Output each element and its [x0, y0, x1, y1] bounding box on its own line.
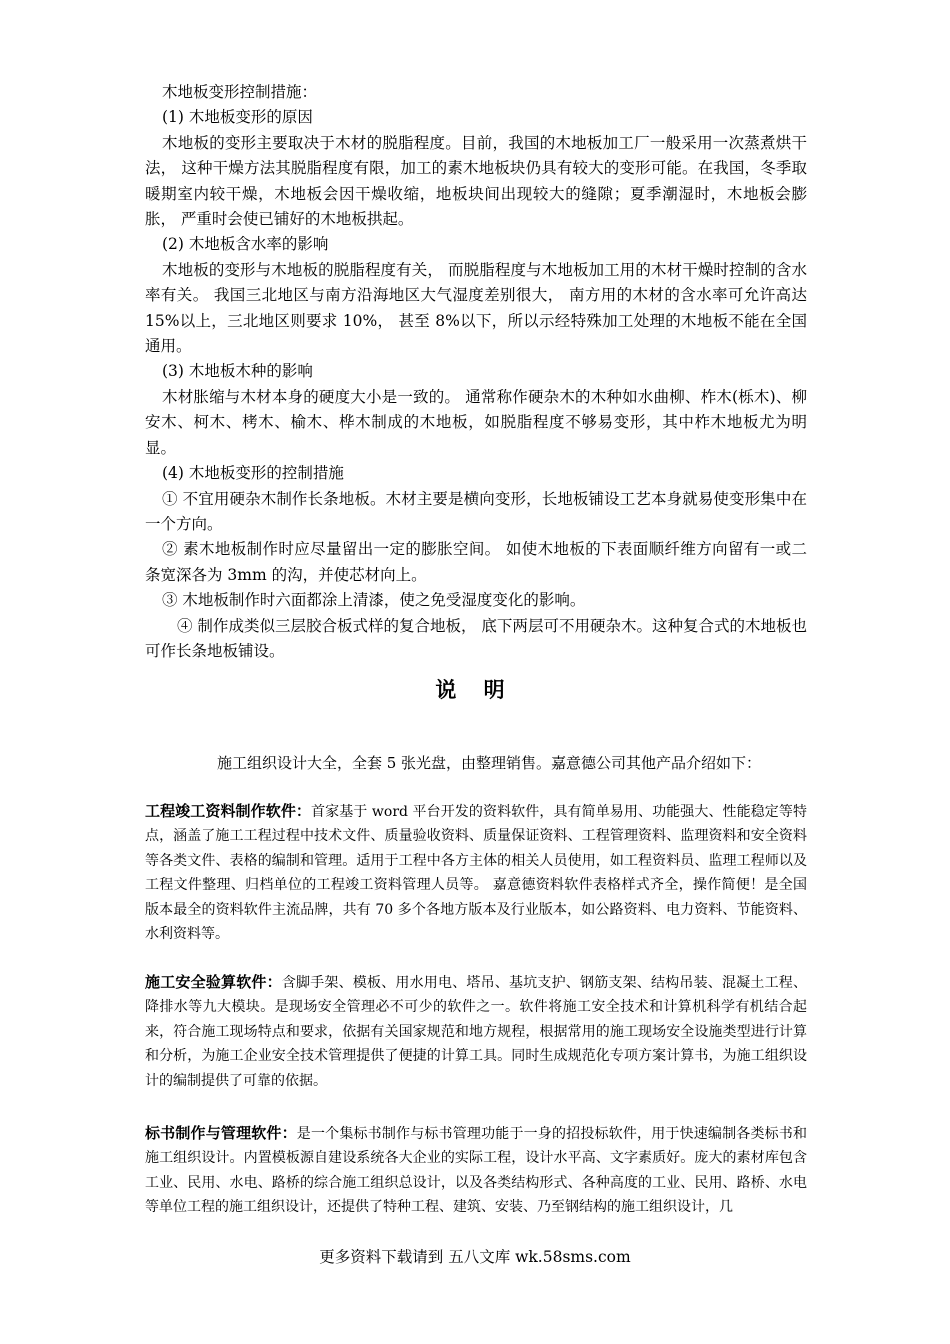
page-title: 说 明 [435, 677, 515, 702]
product-block-2 [145, 970, 807, 1093]
product-description: 首家基于 word 平台开发的资料软件，具有简单易用、功能强大、性能稳定等特点，涵盖了施工工程过程中技术文件、质量验收资料、质量保证资料、工程管理资料、监理资料和安全资料等各类文件、表格的编制和管理。适用于工程中各方主体的相关人员使用，如工程资料员、监理工程师以及工程文件整理、归档单位的工程竣工资料管理人员等。 嘉意德资料软件表格样式齐全，操作简便！是全国版本最全的资料软件主流品牌，共有 70 多个各地方版本及行业版本，如公路资料、电力资料、节能资料、水利资料等。 [145, 804, 807, 943]
subheading-4: (4) 木地板变形的控制措施 [162, 464, 344, 483]
product-name: 工程竣工资料制作软件： [145, 802, 312, 820]
measure-4: ④ 制作成类似三层胶合板式样的复合地板， 底下两层可不用硬杂木。这种复合式的木地板也可作长条地板铺设。 [145, 616, 807, 660]
measure-1: ① 不宜用硬杂木制作长条地板。木材主要是横向变形，长地板铺设工艺本身就易使变形集中在一个方向。 [145, 489, 807, 533]
subheading-3: (3) 木地板木种的影响 [162, 362, 313, 381]
floor-deformation-section [145, 80, 807, 664]
product-paragraph [145, 970, 807, 1093]
measure-3: ③ 木地板制作时六面都涂上清漆，使之免受湿度变化的影响。 [162, 591, 586, 610]
subheading-1: (1) 木地板变形的原因 [162, 108, 313, 127]
measure-2: ② 素木地板制作时应尽量留出一定的膨胀空间。 如使木地板的下表面顺纤维方向留有一或二条宽深各为 3mm 的沟，并使芯材向上。 [145, 540, 807, 584]
product-block-1 [145, 799, 807, 946]
intro-text: 施工组织设计大全，全套 5 张光盘，由整理销售。嘉意德公司其他产品介绍如下： [216, 754, 762, 772]
product-description: 含脚手架、模板、用水用电、塔吊、基坑支护、钢筋支架、结构吊装、混凝土工程、降排水等九大模块。是现场安全管理必不可少的软件之一。软件将施工安全技术和计算机科学有机结合起来，符合施工现场特点和要求，依据有关国家规范和地方规程，根据常用的施工现场安全设施类型进行计算和分析，为施工企业安全技术管理提供了便捷的计算工具。同时生成规范化专项方案计算书，为施工组织设计的编制提供了可靠的依据。 [145, 975, 807, 1089]
product-description: 是一个集标书制作与标书管理功能于一身的招投标软件，用于快速编制各类标书和施工组织设计。内置模板源自建设系统各大企业的实际工程，设计水平高、文字素质好。庞大的素材库包含工业、民用、水电、路桥的综合施工组织总设计，以及各类结构形式、各种高度的工业、民用、路桥、水电等单位工程的施工组织设计，还提供了特种工程、建筑、安装、乃至钢结构的施工组织设计，几 [145, 1126, 807, 1216]
paragraph-1: 木地板的变形主要取决于木材的脱脂程度。目前，我国的木地板加工厂一般采用一次蒸煮烘干法， 这种干燥方法其脱脂程度有限，加工的素木地板块仍具有较大的变形可能。在我国，冬季取暖期室内较干燥，木地板会因干燥收缩，地板块间出现较大的缝隙；夏季潮湿时，木地板会膨胀， 严重时会使已铺好的木地板拱起。 [145, 133, 807, 229]
product-paragraph [145, 799, 807, 946]
subheading-2: (2) 木地板含水率的影响 [162, 235, 329, 254]
footer-link-text: 更多资料下载请到 五八文库 wk.58sms.com [319, 1248, 631, 1266]
intro-line [0, 750, 950, 776]
product-paragraph [145, 1121, 807, 1220]
paragraph-3: 木材胀缩与木材本身的硬度大小是一致的。 通常称作硬杂木的木种如水曲柳、柞木(栎木)、柳安木、柯木、栲木、榆木、桦木制成的木地板，如脱脂程度不够易变形，其中柞木地板尤为明显。 [145, 387, 807, 457]
product-block-3 [145, 1121, 807, 1220]
product-name: 施工安全验算软件： [145, 973, 282, 991]
section-heading: 木地板变形控制措施： [162, 83, 318, 101]
product-name: 标书制作与管理软件： [145, 1124, 297, 1142]
paragraph-2: 木地板的变形与木地板的脱脂程度有关， 而脱脂程度与木地板加工用的木材干燥时控制的含水率有关。 我国三北地区与南方沿海地区大气湿度差别很大， 南方用的木材的含水率可允许高达 15%以上，三北地区则要求 10%， 甚至 8%以下，所以示经特殊加工处理的木地板不能在全国通用。 [145, 260, 807, 356]
